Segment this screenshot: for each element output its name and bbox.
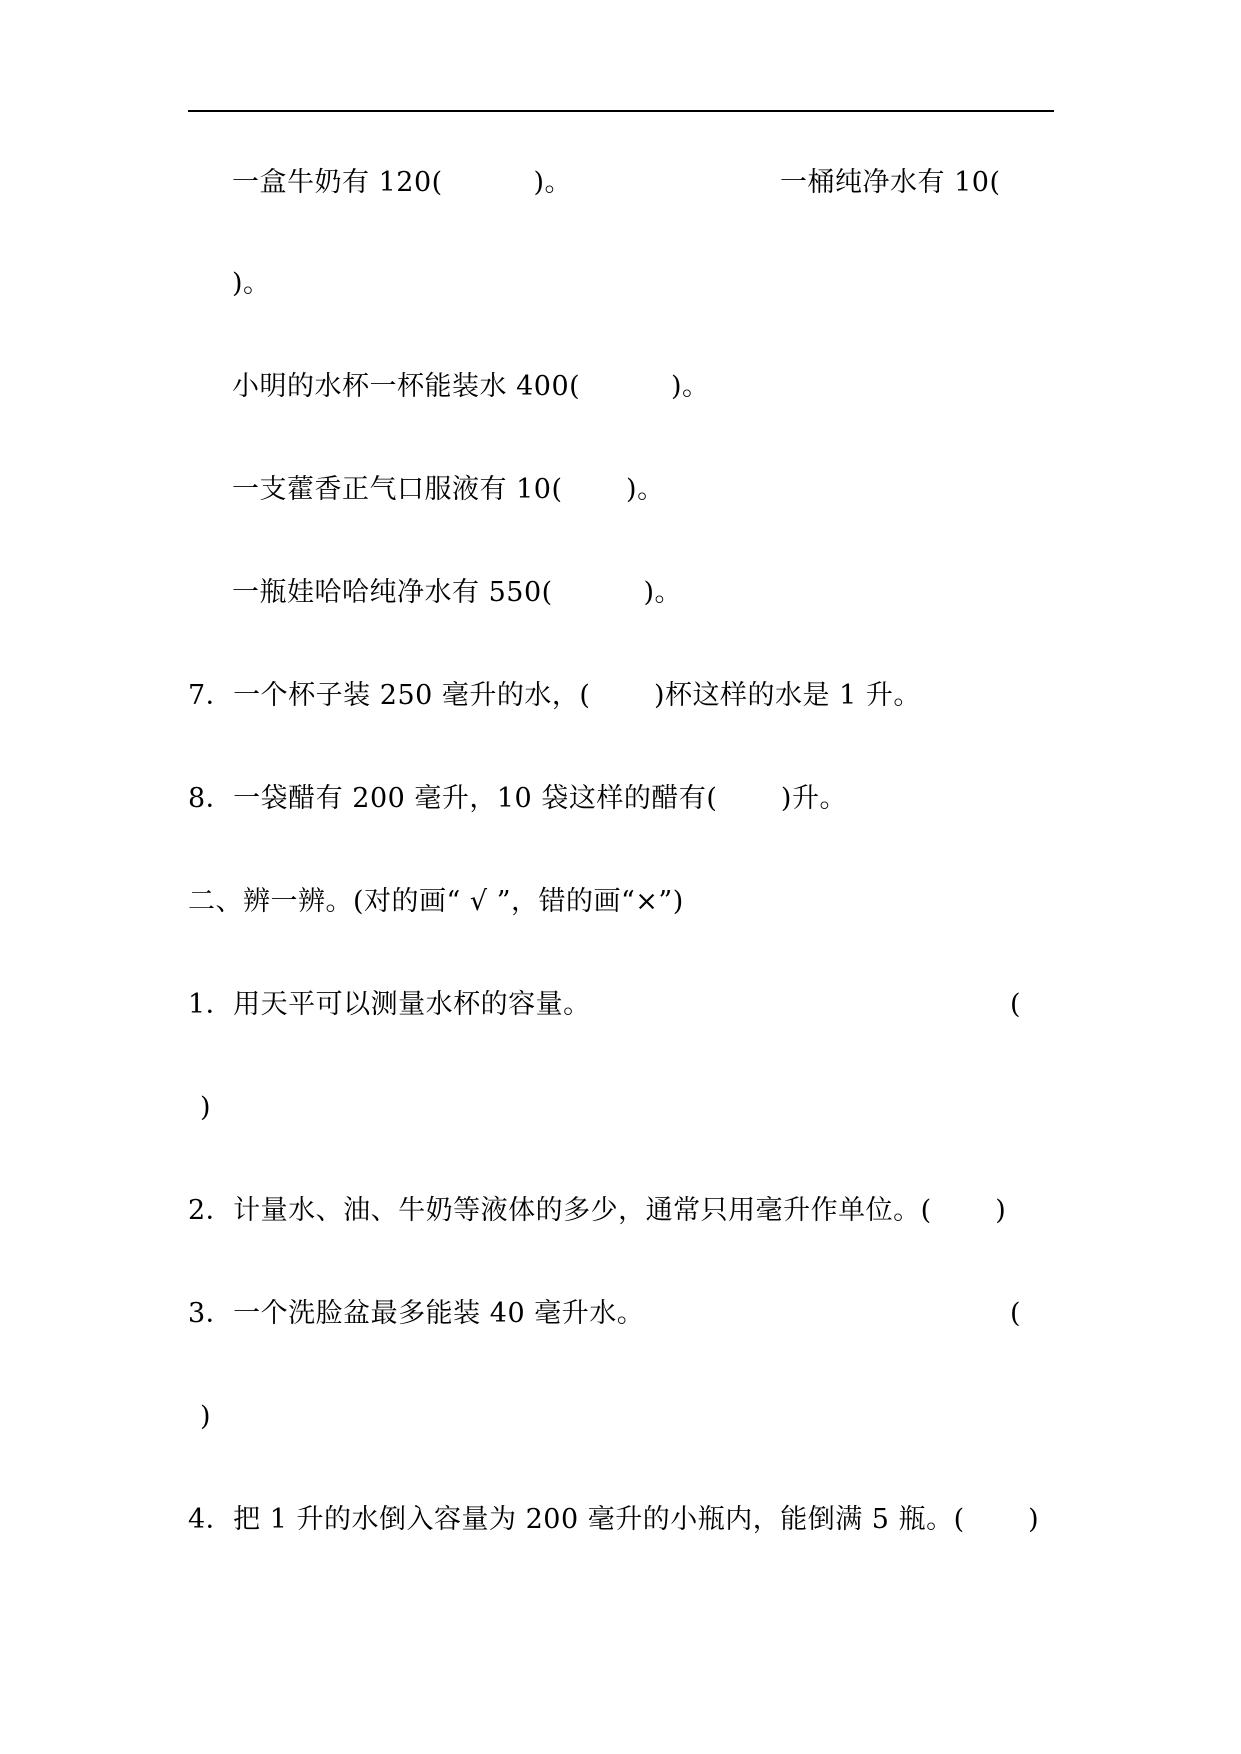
header-rule (188, 110, 1054, 112)
judge-3: 3．一个洗脸盆最多能装 40 毫升水。 (188, 1298, 645, 1329)
judge-1-close-paren: ) (200, 1092, 212, 1123)
judge-4: 4．把 1 升的水倒入容量为 200 毫升的小瓶内，能倒满 5 瓶。( ) (188, 1504, 1040, 1535)
q6-cup-line: 小明的水杯一杯能装水 400( )。 (232, 371, 710, 402)
judge-1: 1．用天平可以测量水杯的容量。 (188, 989, 591, 1020)
q6-bottle-line: 一瓶娃哈哈纯净水有 550( )。 (232, 577, 683, 608)
judge-3-close-paren: ) (200, 1401, 212, 1432)
question-7: 7．一个杯子装 250 毫升的水，( )杯这样的水是 1 升。 (188, 680, 921, 711)
section-2-heading: 二、辨一辨。(对的画“ √ ”，错的画“×”) (188, 886, 684, 917)
judge-3-open-paren: ( (1010, 1298, 1022, 1329)
q6-water-bucket-close: )。 (232, 268, 271, 299)
q6-water-bucket-line: 一桶纯净水有 10( (780, 167, 1001, 198)
q6-medicine-line: 一支藿香正气口服液有 10( )。 (232, 474, 665, 505)
judge-1-open-paren: ( (1010, 989, 1022, 1020)
judge-2: 2．计量水、油、牛奶等液体的多少，通常只用毫升作单位。( ) (188, 1195, 1007, 1226)
q6-milk-line: 一盒牛奶有 120( )。 (232, 167, 573, 198)
question-8: 8．一袋醋有 200 毫升，10 袋这样的醋有( )升。 (188, 783, 847, 814)
